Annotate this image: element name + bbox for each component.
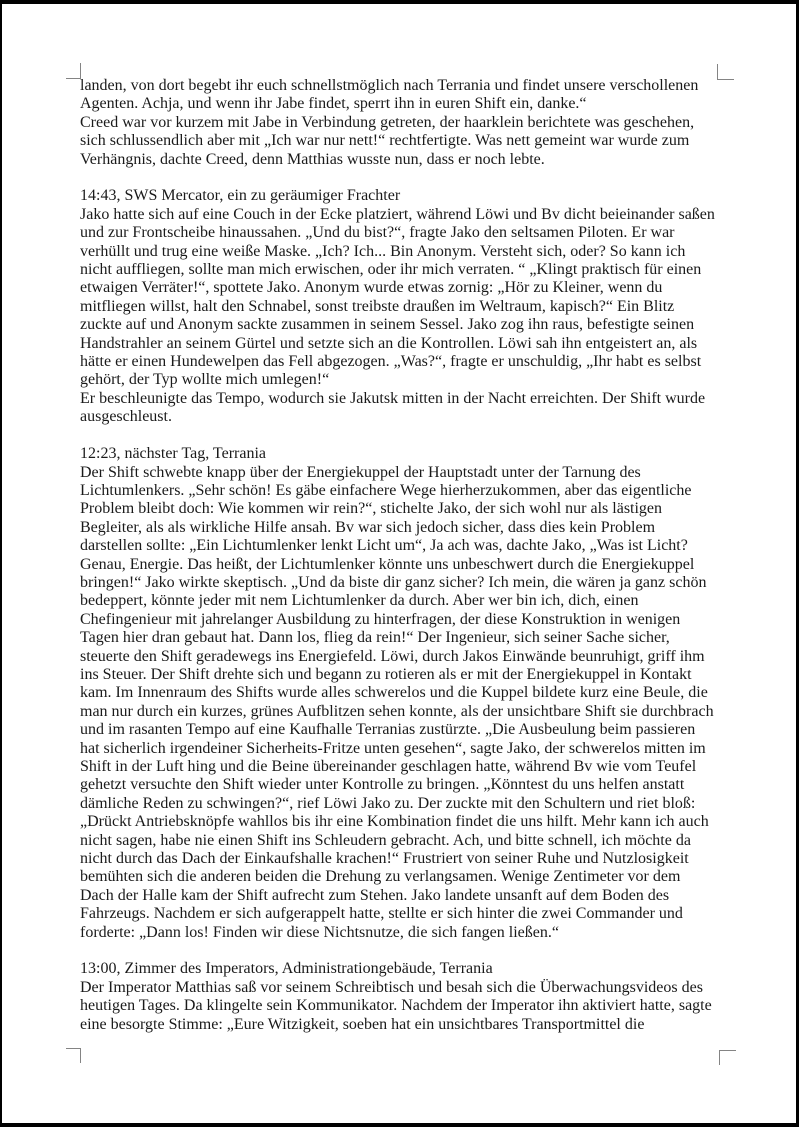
paragraph-imperator-scene: Der Imperator Matthias saß vor seinem Schreibtisch und besah sich die Überwachungsvideos des heutigen Tages. Da klingelte sein Kommunikator. Nachdem der Imperator ihn aktiviert hatte, sagte eine besorgte Stimme: „Eure Witzigkeit, soeben hat ein unsichtbares Transportmittel die xyxy=(80,978,712,1033)
paragraph-tempo: Er beschleunigte das Tempo, wodurch sie Jakutsk mitten in der Nacht erreichten. Der Shift wurde ausgeschleust. xyxy=(80,389,706,426)
paragraph-creed: Creed war vor kurzem mit Jabe in Verbindung getreten, der haarklein berichtete was geschehen, sich schlussendlich aber mit „Ich war nur nett!“ rechtfertigte. Was nett gemeint war wurde zum Verhängnis, dachte Creed, denn Matthias wusste nun, dass er noch lebte. xyxy=(80,113,695,168)
scene-header-1300-imperator: 13:00, Zimmer des Imperators, Administrationgebäude, Terrania xyxy=(80,960,493,978)
blank-line xyxy=(80,942,718,960)
blank-line xyxy=(80,169,718,187)
scene-header-1223-terrania: 12:23, nächster Tag, Terrania xyxy=(80,445,266,463)
paragraph-mercator-scene: Jako hatte sich auf eine Couch in der Ecke platziert, während Löwi und Bv dicht beieinander saßen und zur Frontscheibe hinaussahen. „Und du bist?“, fragte Jako den seltsamen Piloten. Er war verhüllt und trug eine weiße Maske. „Ich? Ich... Bin Anonym. Versteht sich, oder? So kann ich nicht auffliegen, sollte man mich erwischen, oder ihr mich verraten. “ „Klingt praktisch für einen etwaigen Verräter!“, spottete Jako. Anonym wurde etwas zornig: „Hör zu Kleiner, wenn du mitfliegen willst, halt den Schnabel, sonst treibste draußen im Weltraum, kapisch?“ Ein Blitz zuckte auf und Anonym sackte zusammen in seinem Sessel. Jako zog ihn raus, befestigte seinen Handstrahler an seinem Gürtel und setzte sich an die Kontrollen. Löwi sah ihn entgeistert an, als hätte er einen Hundewelpen das Fell abgezogen. „Was?“, fragte er unschuldig, „Ihr habt es selbst gehört, der Typ wollte mich umlegen!“ xyxy=(80,205,715,389)
document-text-area xyxy=(80,77,718,1034)
scene-header-1443-mercator: 14:43, SWS Mercator, ein zu geräumiger Frachter xyxy=(80,187,401,205)
paragraph-continuation: landen, von dort begebt ihr euch schnellstmöglich nach Terrania und findet unsere verschollenen Agenten. Achja, und wenn ihr Jabe findet, sperrt ihn in euren Shift ein, danke.“ xyxy=(80,77,699,113)
text-boundary-corner-bottom-right-icon xyxy=(719,1050,736,1065)
text-boundary-corner-top-left-icon xyxy=(66,63,81,79)
paragraph-energiekuppel-scene: Der Shift schwebte knapp über der Energiekuppel der Hauptstadt unter der Tarnung des Lichtumlenkers. „Sehr schön! Es gäbe einfachere Wege hierherzukommen, aber das eigentliche Problem bleibt doch: Wie kommen wir rein?“, stichelte Jako, der sich wohl nur als lästigen Begleiter, als als wirkliche Hilfe ansah. Bv war sich jedoch sicher, dass dies kein Problem darstellen sollte: „Ein Lichtumlenker lenkt Licht um“, Ja ach was, dachte Jako, „Was ist Licht? Genau, Energie. Das heißt, der Lichtumlenker könnte uns unbeschwert durch die Energiekuppel bringen!“ Jako wirkte skeptisch. „Und da biste dir ganz sicher? Ich mein, die wären ja ganz schön bedeppert, könnte jeder mit nem Lichtumlenker da durch. Aber wer bin ich, dich, einen Chefingenieur mit jahrelanger Ausbildung zu hinterfragen, der diese Konstruktion in wenigen Tagen hier dran gebaut hat. Dann los, flieg da rein!“ Der Ingenieur, sich seiner Sache sicher, steuerte den Shift geradewegs ins Energiefeld. Löwi, durch Jakos Einwände beunruhigt, griff ihm ins Steuer. Der Shift drehte sich und begann zu rotieren als er mit der Energiekuppel in Kontakt kam. Im Innenraum des Shifts wurde alles schwerelos und die Kuppel bildete kurz eine Beule, die man nur durch ein kurzes, grünes Aufblitzen sehen konnte, als der unsichtbare Shift sie durchbrach und im rasanten Tempo auf eine Kaufhalle Terranias zustürzte. „Die Ausbeulung beim passieren hat sicherlich irgendeiner Sicherheits-Fritze unten gesehen“, sagte Jako, der schwerelos mitten im Shift in der Luft hing und die Beine übereinander geschlagen hatte, während Bv wie vom Teufel gehetzt versuchte den Shift wieder unter Kontrolle zu bringen. „Könntest du uns helfen anstatt dämliche Reden zu schwingen?“, rief Löwi Jako zu. Der zuckte mit den Schultern und riet bloß: „Drückt Antriebsknöpfe wahllos bis ihr eine Kombination findet die uns hilft. Mehr kann ich auch nicht sagen, habe nie einen Shift ins Schleudern gebracht. Ach, und bitte schnell, ich möchte da nicht durch das Dach der Einkaufshalle krachen!“ Frustriert von seiner Ruhe und Nutzlosigkeit bemühten sich die anderen beiden die Drehung zu verlangsamen. Wenige Zentimeter vor dem Dach der Halle kam der Shift aufrecht zum Stehen. Jako landete unsanft auf dem Boden des Fahrzeugs. Nachdem er sich aufgerappelt hatte, stellte er sich hinter die zwei Commander und forderte: „Dann los! Finden wir diese Nichtsnutze, die sich fangen ließen.“ xyxy=(80,463,714,941)
text-boundary-corner-top-right-icon xyxy=(717,64,734,80)
text-boundary-corner-bottom-left-icon xyxy=(66,1048,81,1063)
document-page xyxy=(2,4,796,1123)
blank-line xyxy=(80,427,718,445)
